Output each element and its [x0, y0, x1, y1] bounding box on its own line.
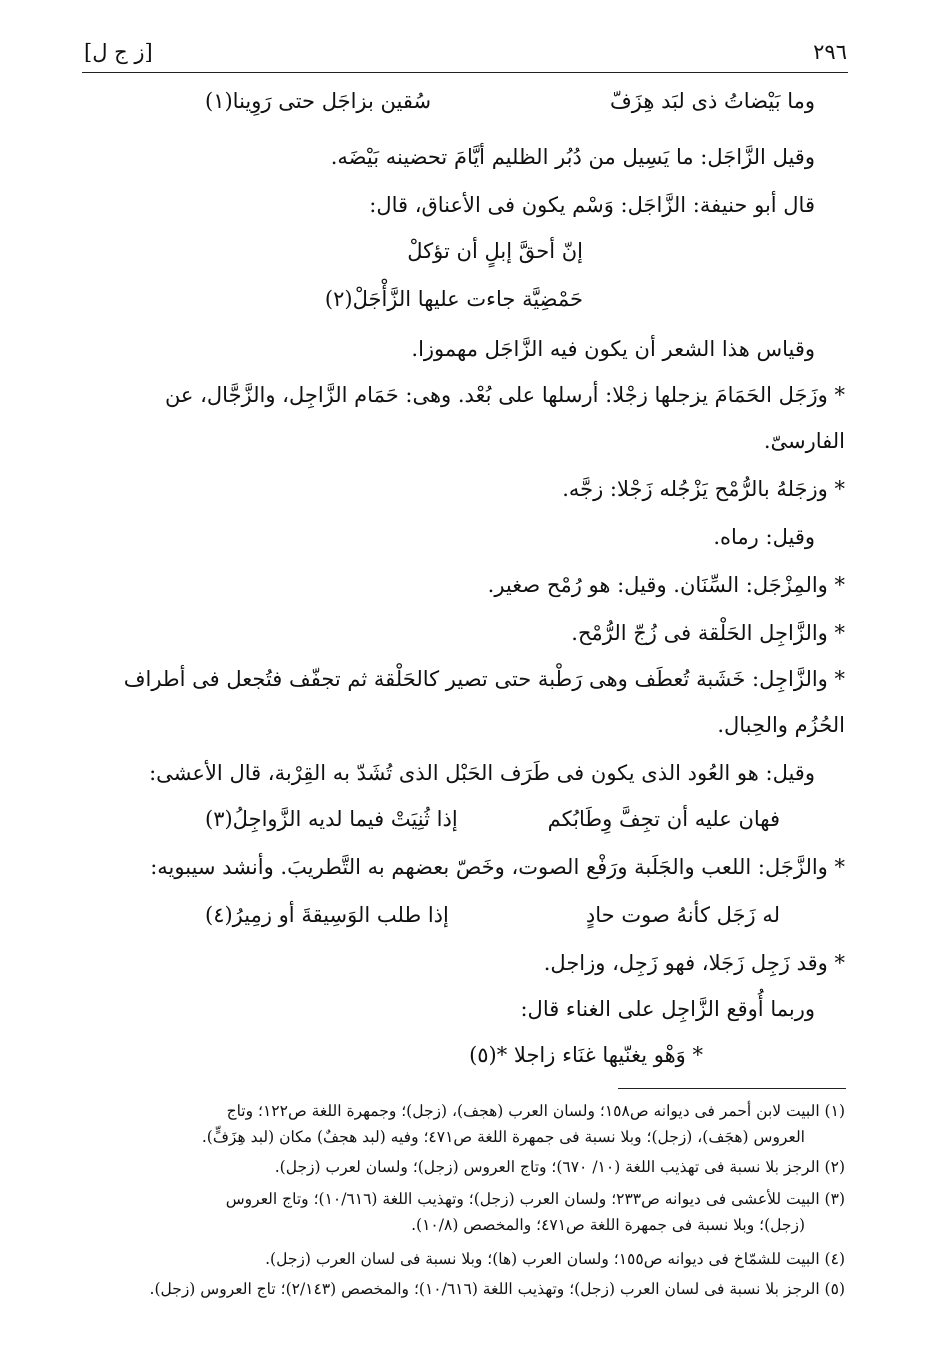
page-number: ٢٩٦: [813, 40, 847, 64]
body-line-7b: الفارسىّ.: [763, 429, 845, 453]
footnote-5: (٥) الرجز بلا نسبة فى لسان العرب (زجل)؛ وتهذيب اللغة (١٠/٦١٦)؛ والمخصص (٢/١٤٣)؛ تاج العروس (زجل).: [149, 1280, 845, 1298]
body-line-15: * والزَّجَل: اللعب والجَلَبة ورَفْع الصوت، وخَصّ بعضهم به التَّطريبَ. وأنشد سيبويه:: [150, 855, 845, 879]
rajaz-line-2: حَمْضِيَّة جاءت عليها الزَّأْجَلْ(٢): [324, 287, 583, 311]
body-line-12: * والزَّاجِل: خَشَبة تُعطَف وهى رَطْبة حتى تصير كالحَلْقة ثم تجفّف فتُجعل فى أطراف: [123, 667, 845, 691]
footnote-1: (١) البيت لابن أحمر فى ديوانه ص١٥٨؛ ولسان العرب (هجف)، (زجل)؛ وجمهرة اللغة ص١٢٢؛ وتاج: [226, 1102, 845, 1120]
body-line-13: وقيل: هو العُود الذى يكون فى طَرَف الحَبْل الذى تُشَدّ به القِرْبة، قال الأعشى:: [149, 761, 815, 785]
body-line-8: * وزجَلهُ بالرُّمْح يَزْجُله زَجْلا: زجَّه.: [562, 477, 845, 501]
footnote-4: (٤) البيت للشمّاخ فى ديوانه ص١٥٥؛ ولسان العرب (ها)؛ وبلا نسبة فى لسان العرب (زجل).: [265, 1250, 845, 1268]
verse-3-first-hemistich: له زَجَل كأنهُ صوت حادٍ: [585, 903, 780, 927]
verse-1-second-hemistich: سُقين بزاجَل حتى رَوِينا(١): [205, 89, 432, 113]
body-line-7: * وزَجَل الحَمَامَ يزجلها زجْلا: أرسلها على بُعْد. وهى: حَمَام الزَّاجِل، والزَّجَّال، عن: [164, 383, 845, 407]
body-line-6: وقياس هذا الشعر أن يكون فيه الزَّاجَل مهموزا.: [411, 337, 815, 361]
body-line-18: وربما أُوقع الزَّاجِل على الغناء قال:: [520, 997, 815, 1021]
root-label: [ز ج ل]: [84, 40, 153, 64]
body-line-11: * والزَّاجِل الحَلْقة فى زُجّ الرُّمْح.: [571, 621, 845, 645]
body-line-2: وقيل الزَّاجَل: ما يَسِيل من دُبُر الظليم أيَّامَ تحضينه بَيْضَه.: [330, 145, 815, 169]
footnote-2: (٢) الرجز بلا نسبة فى تهذيب اللغة (١٠/ ٦٧٠)؛ وتاج العروس (زجل)؛ ولسان لعرب (زجل).: [274, 1158, 845, 1176]
body-line-3: قال أبو حنيفة: الزَّاجَل: وَسْم يكون فى الأعناق، قال:: [369, 193, 815, 217]
body-line-12b: الحُزُم والحِبال.: [717, 713, 845, 737]
footnote-3: (٣) البيت للأعشى فى ديوانه ص٢٣٣؛ ولسان العرب (زجل)؛ وتهذيب اللغة (١٠/٦١٦)؛ وتاج العروس: [225, 1190, 845, 1208]
verse-1-first-hemistich: وما بَيْضاتُ ذى لبَد هِزَفّ: [609, 89, 815, 113]
rajaz-line-1: إنّ أحقَّ إبلٍ أن تؤكلْ: [407, 239, 583, 263]
verse-2-second-hemistich: إذا ثُنِيَتْ فيما لديه الزَّواجِلُ(٣): [205, 807, 458, 831]
verse-2-first-hemistich: فهان عليه أن تجِفَّ وِطَابُكم: [547, 807, 780, 831]
verse-3-second-hemistich: إذا طلب الوَسِيقةَ أو زمِيرُ(٤): [205, 903, 449, 927]
footnote-rule: [618, 1088, 846, 1089]
footnote-3-continued: (زجل)؛ وبلا نسبة فى جمهرة اللغة ص٤٧١؛ والمخصص (١٠/٨).: [411, 1216, 805, 1234]
body-line-17: * وقد زَجِل زَجَلا، فهو زَجِل، وزاجل.: [543, 951, 845, 975]
body-line-9: وقيل: رماه.: [713, 525, 815, 549]
body-line-10: * والمِزْجَل: السِّنَان. وقيل: هو رُمْح صغير.: [487, 573, 845, 597]
rajaz-line-3: * وَهْو يغنّيها غنَاء زاجلا *(٥): [469, 1043, 703, 1067]
footnote-1-continued: العروس (هجَف)، (زجل)؛ وبلا نسبة فى جمهرة اللغة ص٤٧١؛ وفيه (لبد هجفٌ) مكان (لبد هِزَفٍّ).: [201, 1128, 805, 1146]
header-rule: [82, 72, 848, 73]
